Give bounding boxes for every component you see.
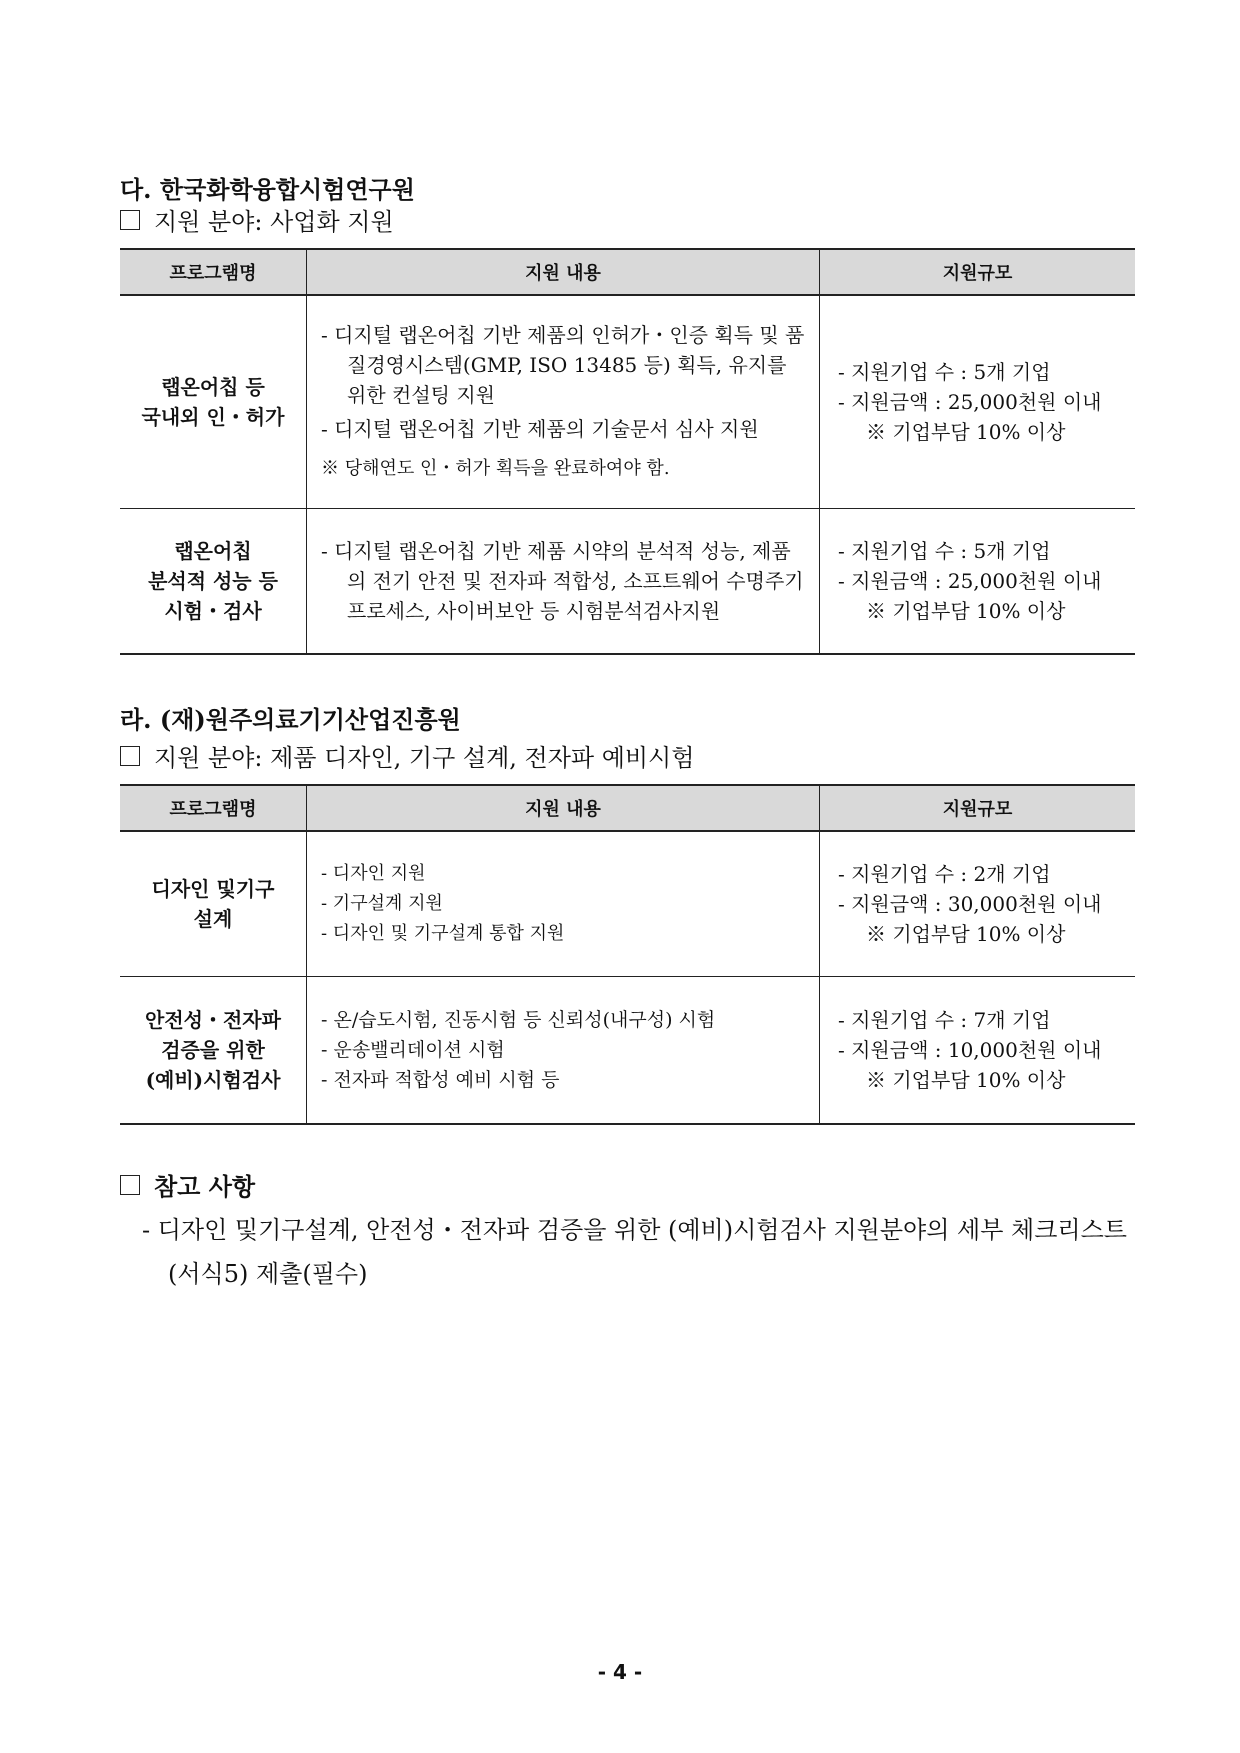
scale-item: - 지원금액 : 25,000천원 이내 (838, 389, 1102, 414)
support-scale (820, 508, 1136, 654)
scale-note: ※ 기업부담 10% 이상 (866, 419, 1066, 444)
reference-title (120, 1167, 255, 1202)
support-content (307, 295, 820, 508)
scale-item: - 지원기업 수 : 5개 기업 (838, 359, 1051, 384)
program-name-line: 국내외 인・허가 (141, 404, 285, 429)
support-table (120, 248, 1135, 655)
reference-title-text: 참고 사항 (154, 1172, 256, 1201)
program-name-line: (예비)시험검사 (145, 1067, 281, 1092)
header-program: 프로그램명 (120, 249, 307, 295)
scale-note: ※ 기업부담 10% 이상 (866, 921, 1066, 946)
support-content (307, 976, 820, 1124)
content-item: - 운송밸리데이션 시험 (321, 1038, 505, 1061)
program-name-line: 디자인 및기구 (151, 876, 275, 901)
reference-item: - 디자인 및기구설계, 안전성・전자파 검증을 위한 (예비)시험검사 지원분야의 세부 체크리스트(서식5) 제출(필수) (142, 1216, 1127, 1288)
scale-item: - 지원기업 수 : 7개 기업 (838, 1007, 1051, 1032)
header-content: 지원 내용 (307, 785, 820, 831)
support-scale (820, 295, 1136, 508)
content-item: - 디자인 지원 (321, 862, 426, 884)
program-name (120, 295, 307, 508)
program-name (120, 831, 307, 976)
header-program: 프로그램명 (120, 785, 307, 831)
support-field-text: 지원 분야: 제품 디자인, 기구 설계, 전자파 예비시험 (154, 744, 695, 772)
support-scale (820, 831, 1136, 976)
table-header-row (120, 249, 1135, 295)
section-title: 다. 한국화학융합시험연구원 (120, 175, 415, 204)
support-field (120, 738, 694, 773)
checkbox-square-icon (120, 210, 140, 230)
program-name-line: 랩온어칩 (174, 538, 252, 563)
program-name (120, 976, 307, 1124)
scale-item: - 지원금액 : 30,000천원 이내 (838, 891, 1102, 916)
page-number: - 4 - (597, 1660, 643, 1684)
support-field (120, 202, 394, 237)
table-row (120, 831, 1135, 976)
program-name-line: 안전성・전자파 (145, 1007, 281, 1032)
content-item: - 기구설계 지원 (321, 892, 443, 914)
program-name-line: 검증을 위한 (161, 1037, 265, 1062)
support-scale (820, 976, 1136, 1124)
content-note: ※ 당해연도 인・허가 획득을 완료하여야 함. (321, 457, 670, 479)
program-name-line: 분석적 성능 등 (148, 568, 278, 593)
support-field-text: 지원 분야: 사업화 지원 (154, 208, 394, 236)
checkbox-square-icon (120, 746, 140, 766)
support-content (307, 831, 820, 976)
header-scale: 지원규모 (820, 249, 1136, 295)
section-title: 라. (재)원주의료기기산업진흥원 (120, 705, 461, 734)
scale-item: - 지원금액 : 10,000천원 이내 (838, 1037, 1102, 1062)
content-item: - 디지털 랩온어칩 기반 제품 시약의 분석적 성능, 제품의 전기 안전 및 전자파 적합성, 소프트웨어 수명주기프로세스, 사이버보안 등 시험분석검사지원 (321, 538, 804, 623)
program-name (120, 508, 307, 654)
content-item: - 온/습도시험, 진동시험 등 신뢰성(내구성) 시험 (321, 1008, 716, 1031)
content-item: - 디자인 및 기구설계 통합 지원 (321, 922, 565, 944)
support-content (307, 508, 820, 654)
table-row (120, 508, 1135, 654)
scale-note: ※ 기업부담 10% 이상 (866, 598, 1066, 623)
scale-item: - 지원기업 수 : 2개 기업 (838, 861, 1051, 886)
scale-item: - 지원금액 : 25,000천원 이내 (838, 568, 1102, 593)
scale-item: - 지원기업 수 : 5개 기업 (838, 538, 1051, 563)
table-row (120, 295, 1135, 508)
table-row (120, 976, 1135, 1124)
content-item: - 디지털 랩온어칩 기반 제품의 기술문서 심사 지원 (321, 416, 759, 441)
support-table (120, 784, 1135, 1125)
checkbox-square-icon (120, 1175, 140, 1195)
program-name-line: 설계 (193, 906, 233, 931)
table-header-row (120, 785, 1135, 831)
content-item: - 전자파 적합성 예비 시험 등 (321, 1068, 560, 1091)
program-name-line: 랩온어칩 등 (161, 374, 265, 399)
header-scale: 지원규모 (820, 785, 1136, 831)
content-item: - 디지털 랩온어칩 기반 제품의 인허가・인증 획득 및 품질경영시스템(GMP, ISO 13485 등) 획득, 유지를 위한 컨설팅 지원 (321, 322, 805, 407)
header-content: 지원 내용 (307, 249, 820, 295)
program-name-line: 시험・검사 (164, 598, 262, 623)
scale-note: ※ 기업부담 10% 이상 (866, 1067, 1066, 1092)
